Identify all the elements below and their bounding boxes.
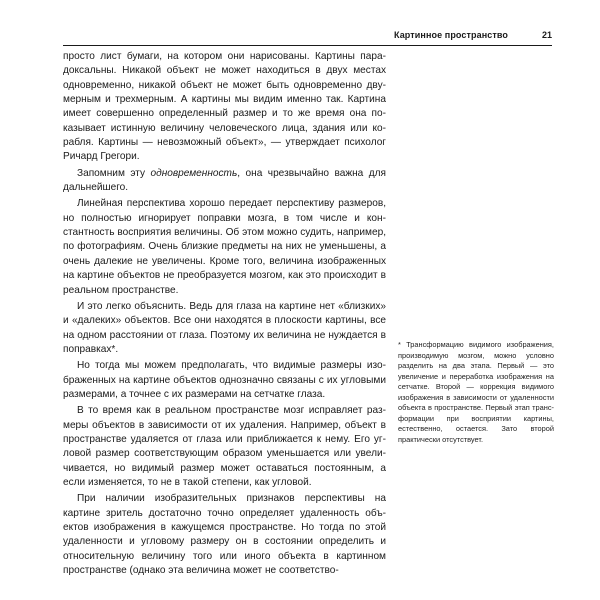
paragraph-2 <box>63 167 386 196</box>
main-text-column <box>63 50 386 580</box>
paragraph-5: Но тогда мы можем предполагать, что видимые размеры изображенных на картине объектов однозначно связаны с их угловыми размерами, а точнее с их размерами на сетчатке глаза. <box>63 360 386 400</box>
paragraph-7: При наличии изобразительных признаков перспективы на картине зритель достаточно точно определяет удаленность объектов изображения в кажущемся пространстве. Но тогда по этой удаленности и угловому размеру он в состоянии определить и относительную величину того или иного объекта в картинном пространстве (однако эта величина может не соответство- <box>63 493 386 577</box>
header-rule <box>63 45 552 46</box>
chapter-title: Картинное пространство <box>394 30 508 40</box>
emphasis-simultaneity: одновременность <box>150 167 238 179</box>
page-number: 21 <box>541 30 552 40</box>
footnote: * Трансформацию видимого изображения, производимую мозгом, можно условно разделить на два этапа. Первый — это увеличение и переработка изображения на сетчатке. Второй — коррекция видимого изображения в зависимости от удаленности объекта в пространстве. Первый этап трансформации при восприятии картины, естественно, остается. Зато второй практически отсутствует. <box>398 340 554 444</box>
paragraph-3: Линейная перспектива хорошо передает перспективу размеров, но полностью игнорирует поправки мозга, в том числе и константность восприятия величины. Об этом можно судить, например, по фотографиям. Очень близкие предметы на них не уменьшены, а очень далекие не увеличены. Кроме того, величина изображенных на картине объектов не преобразуется мозгом, как это происходит в реальном пространстве. <box>63 198 386 296</box>
paragraph-4: И это легко объяснить. Ведь для глаза на картине нет «близких» и «далеких» объектов. Все они находятся в плоскости картины, все на одном расстоянии от глаза. Поэтому их величина не нуждается в поправках*. <box>63 300 386 355</box>
paragraph-6: В то время как в реальном пространстве мозг исправляет размеры объектов в зависимости от их удаления. Например, объект в пространстве удаляется от глаза или приближается к нему. Его угловой размер соответствующим образом уменьшается или увеличивается, но видимый размер может оставаться постоянным, а если изменяется, то не в такой степени, как угловой. <box>63 405 386 488</box>
paragraph-2-start: Запомним эту <box>77 167 151 179</box>
paragraph-2-end: , она чрезвычайно важна для дальнейшего. <box>63 167 386 194</box>
running-header <box>63 29 552 45</box>
paragraph-1: просто лист бумаги, на котором они нарисованы. Картины парадоксальны. Никакой объект не может находиться в двух местах одновременно, никакой объект не может быть одновременно двумерным и трехмерным. А картины мы видим именно так. Картина имеет совершенно определенный размер и то же время она показывает истинную величину человеческого лица, здания или корабля. Картины — невозможный объект», — утверждает психолог Ричард Грегори. <box>63 51 386 163</box>
